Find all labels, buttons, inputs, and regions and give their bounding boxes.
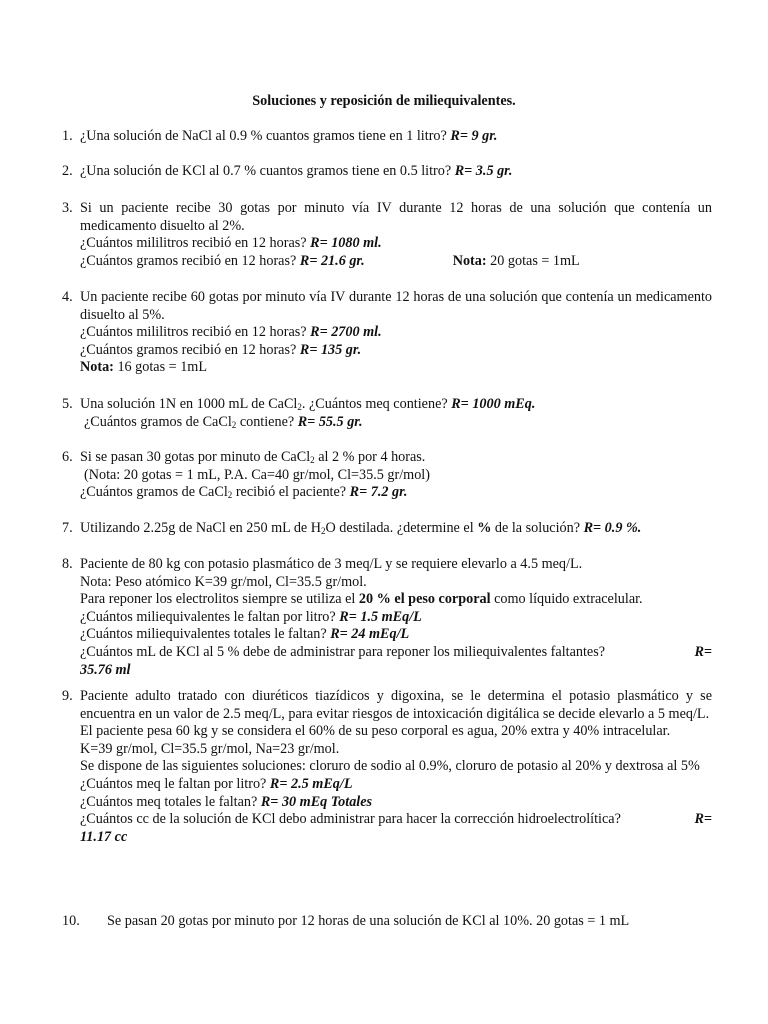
question-number: 9.: [62, 688, 73, 704]
question-text: Si se pasan 30 gotas por minuto de CaCl: [80, 449, 311, 465]
question-text: K=39 gr/mol, Cl=35.5 gr/mol, Na=23 gr/mol.: [80, 740, 340, 757]
answer: R= 55.5 gr.: [297, 413, 363, 430]
question-text: al 2 % por 4 horas.: [314, 449, 426, 465]
question-text: Si un paciente recibe 30 gotas por minuto vía IV durante 12 horas de una solución que contenía un medicamento disuelto al 2%.: [80, 200, 712, 234]
page-title: Soluciones y reposición de miliequivalentes.: [252, 93, 516, 109]
answer: R= 2.5 mEq/L: [269, 775, 353, 792]
question-10: [62, 913, 712, 931]
question-text: O destilada. ¿determine el: [325, 520, 478, 536]
question-number: 5.: [62, 396, 73, 412]
question-text: Un paciente recibe 60 gotas por minuto vía IV durante 12 horas de una solución que contenía un medicamento disuelto al 5%.: [80, 289, 712, 323]
sub-question: ¿Cuántos miliequivalentes totales le faltan?: [80, 626, 331, 643]
sub-question: ¿Cuántos gramos de CaCl: [84, 413, 232, 430]
answer: R= 3.5 gr.: [454, 163, 513, 179]
answer: R= 2700 ml.: [310, 324, 382, 341]
question-5: [62, 396, 712, 431]
question-text: ¿Una solución de KCl al 0.7 % cuantos gramos tiene en 0.5 litro?: [80, 163, 455, 179]
question-text: El paciente pesa 60 kg y se considera el 60% de su peso corporal es agua, 20% extra y 40% intracelular.: [80, 723, 671, 740]
answer: R=: [694, 643, 712, 660]
sub-question: contiene?: [236, 413, 298, 430]
answer: R= 1.5 mEq/L: [339, 608, 422, 625]
note-text: 20 gotas = 1mL: [486, 252, 580, 269]
question-text: Se dispone de las siguientes soluciones: cloruro de sodio al 0.9%, cloruro de potasio al 20% y dextrosa al 5%: [80, 758, 700, 775]
note-text: Nota: Peso atómico K=39 gr/mol, Cl=35.5 gr/mol.: [80, 573, 367, 590]
sub-question: ¿Cuántos meq totales le faltan?: [80, 793, 261, 810]
sub-question: ¿Cuántos miliequivalentes le faltan por litro?: [80, 608, 340, 625]
question-text: Para reponer los electrolitos siempre se utiliza el: [80, 591, 359, 608]
answer: R=: [694, 811, 712, 828]
question-text: . ¿Cuántos meq contiene?: [301, 396, 452, 412]
note-label: Nota:: [80, 359, 114, 376]
question-text: Utilizando 2.25g de NaCl en 250 mL de H: [80, 520, 322, 536]
question-7: [62, 520, 712, 538]
answer: R= 1080 ml.: [310, 235, 382, 252]
subscript: 2: [310, 455, 315, 465]
percent-symbol: %: [477, 520, 492, 536]
question-number: 7.: [62, 520, 73, 536]
sub-question: ¿Cuántos meq le faltan por litro?: [80, 775, 270, 792]
emphasis-text: 20 % el peso corporal: [358, 591, 491, 608]
question-number: 3.: [62, 200, 73, 216]
question-text: Paciente de 80 kg con potasio plasmático de 3 meq/L y se requiere elevarlo a 4.5 meq/L.: [80, 556, 583, 572]
question-number: 10.: [62, 913, 80, 929]
answer: R= 0.9 %.: [583, 520, 642, 536]
answer: R= 1000 mEq.: [451, 396, 536, 412]
sub-question: ¿Cuántos mililitros recibió en 12 horas?: [80, 235, 311, 252]
question-2: [62, 163, 712, 181]
question-number: 8.: [62, 556, 73, 572]
question-text: como líquido extracelular.: [490, 591, 643, 608]
question-6: [62, 449, 712, 502]
question-4: [62, 289, 712, 377]
subscript: 2: [227, 490, 233, 501]
answer: R= 135 gr.: [299, 341, 362, 358]
question-9: [62, 688, 712, 846]
note-text: (Nota: 20 gotas = 1 mL, P.A. Ca=40 gr/mol, Cl=35.5 gr/mol): [84, 466, 430, 483]
question-text: Paciente adulto tratado con diuréticos tiazídicos y digoxina, se le determina el potasio plasmático y se encuentra en un valor de 2.5 meq/L, para evitar riesgos de intoxicación digitálica se decide elevarlo a 5 meq/L.: [80, 688, 712, 722]
question-text: de la solución?: [491, 520, 584, 536]
sub-question: ¿Cuántos gramos recibió en 12 horas?: [80, 341, 300, 358]
answer: R= 21.6 gr.: [299, 252, 365, 269]
question-text: Se pasan 20 gotas por minuto por 12 horas de una solución de KCl al 10%. 20 gotas = 1 mL: [107, 913, 630, 929]
subscript: 2: [321, 526, 326, 536]
sub-question: recibió el paciente?: [232, 484, 350, 501]
question-3: [62, 200, 712, 270]
sub-question: ¿Cuántos gramos recibió en 12 horas?: [80, 252, 300, 269]
answer: R= 30 mEq Totales: [260, 793, 373, 810]
answer: 11.17 cc: [80, 828, 128, 845]
answer: 35.76 ml: [80, 661, 131, 678]
sub-question: ¿Cuántos mililitros recibió en 12 horas?: [80, 324, 311, 341]
sub-question: ¿Cuántos cc de la solución de KCl debo administrar para hacer la corrección hidroelectrolítica?: [80, 811, 621, 828]
question-number: 2.: [62, 163, 73, 179]
note-text: 16 gotas = 1mL: [113, 359, 208, 376]
question-number: 6.: [62, 449, 73, 465]
question-text: Una solución 1N en 1000 mL de CaCl: [80, 396, 298, 412]
subscript: 2: [297, 402, 302, 412]
sub-question: ¿Cuántos gramos de CaCl: [80, 484, 228, 501]
question-number: 1.: [62, 128, 73, 144]
subscript: 2: [231, 419, 237, 430]
answer: R= 9 gr.: [450, 128, 498, 144]
question-8: [62, 556, 712, 679]
answer: R= 7.2 gr.: [349, 484, 408, 501]
question-text: ¿Una solución de NaCl al 0.9 % cuantos gramos tiene en 1 litro?: [80, 128, 451, 144]
answer: R= 24 mEq/L: [330, 626, 410, 643]
question-1: [62, 128, 712, 146]
question-number: 4.: [62, 289, 73, 305]
sub-question: ¿Cuántos mL de KCl al 5 % debe de administrar para reponer los miliequivalentes faltantes?: [80, 643, 606, 660]
note-label: Nota:: [452, 252, 487, 269]
